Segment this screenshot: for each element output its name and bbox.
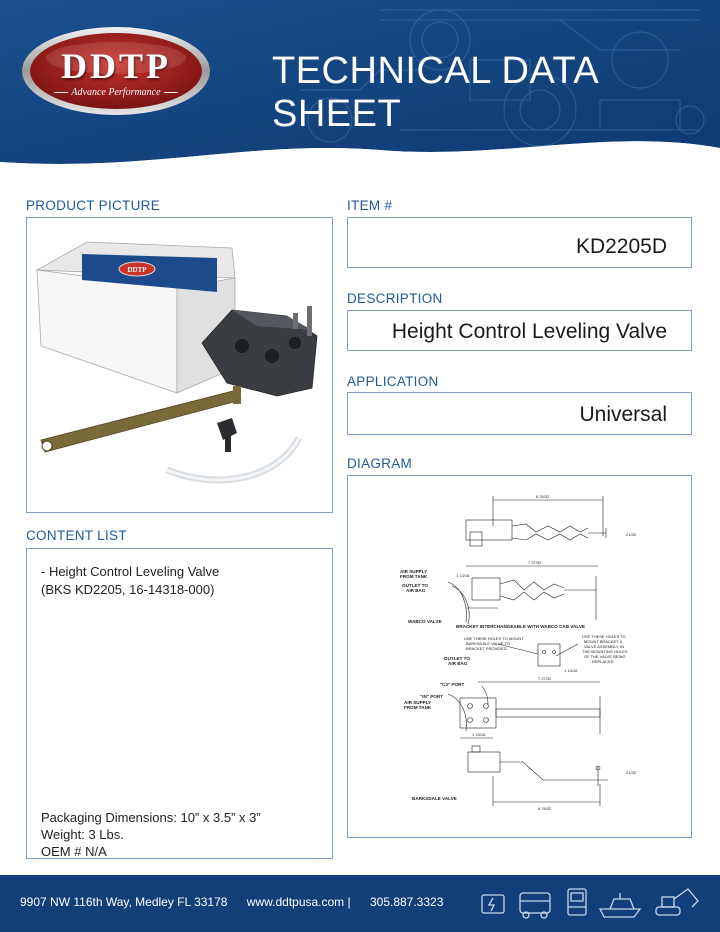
c2-port-label: "C2" PORT [440, 682, 465, 687]
item-number-box [347, 217, 692, 268]
footer-contact [20, 895, 459, 909]
footer [0, 875, 720, 932]
footer-website[interactable]: www.ddtpusa.com | [246, 895, 351, 909]
excavator-icon [656, 889, 698, 915]
holes-right-3: VALVE ASSEMBLY, IN [584, 644, 625, 649]
generator-icon [482, 895, 504, 913]
application-box [347, 392, 692, 435]
product-picture-box [26, 217, 333, 513]
dim-1-13-16-c: 1 13/16 [472, 732, 486, 737]
footer-icons [478, 883, 708, 925]
dim-right-top: 21/32 [626, 532, 637, 537]
weight: Weight: 3 Lbs. [41, 827, 124, 842]
header-banner [0, 0, 720, 185]
content-list-label: CONTENT LIST [26, 528, 127, 543]
dim-mid: 7 27/32 [528, 560, 542, 565]
outlet-to-label: OUTLET TO [402, 583, 428, 588]
holes-right-4: THE MOUNTING HOLES [582, 649, 628, 654]
holes-right-2: MOUNT BRACKET & [584, 639, 623, 644]
diagram-label: DIAGRAM [347, 456, 413, 471]
holes-right-6: REPLACED [592, 659, 614, 664]
boat-icon [600, 893, 640, 917]
bus-icon [520, 893, 550, 918]
footer-phone: 305.887.3323 [369, 895, 444, 909]
dim-right-bot: 21/32 [626, 770, 637, 775]
packaging-dimensions: Packaging Dimensions: 10” x 3.5” x 3” [41, 810, 261, 825]
holes-right-5: OF THE VALVE BEING [584, 654, 626, 659]
product-picture-label: PRODUCT PICTURE [26, 198, 161, 213]
ddtp-logo [22, 27, 210, 115]
in-port-label: "IN" PORT [420, 694, 443, 699]
air-bag-label-2: AIR BAG [448, 661, 468, 666]
holes-note-1: USE THESE HOLES TO MOUNT [464, 636, 524, 641]
content-list-box [26, 548, 333, 859]
from-tank-label-2: FROM TANK [404, 705, 432, 710]
item-number-value: KD2205D [575, 235, 667, 258]
content-item: - Height Control Leveling Valve [41, 564, 220, 579]
logo-text: DDTP [61, 46, 171, 86]
air-supply-label-2: AIR SUPPLY [404, 700, 432, 705]
application-label: APPLICATION [347, 374, 439, 389]
dim-top: 6 29/32 [536, 494, 550, 499]
page-title: TECHNICAL DATA SHEET [272, 50, 598, 135]
description-label: DESCRIPTION [347, 291, 443, 306]
footer-address: 9907 NW 116th Way, Medley FL 33178 [20, 895, 228, 909]
description-value: Height Control Leveling Valve [391, 320, 667, 343]
content-item-detail: (BKS KD2205, 16-14318-000) [41, 582, 215, 597]
description-box [347, 310, 692, 351]
holes-note-3: BRACKET PROVIDED. [466, 646, 508, 651]
dim-mid-2: 7 27/32 [538, 676, 552, 681]
outlet-to-label-2: OUTLET TO [444, 656, 470, 661]
technical-drawing [348, 476, 691, 837]
holes-right-1: USE THESE HOLES TO [582, 634, 626, 639]
holes-note-2: BARKSDALE VALVE TO [466, 641, 510, 646]
air-bag-label: AIR BAG [406, 588, 426, 593]
bracket-note: BRACKET INTERCHANGEABLE WITH WABCO CAB VALVE [456, 624, 585, 629]
barksdale-valve-label: BARKSDALE VALVE [412, 796, 457, 801]
from-tank-label: FROM TANK [400, 574, 428, 579]
oem-number: OEM # N/A [41, 844, 107, 859]
dim-bot: 6 29/32 [538, 806, 552, 811]
wabco-valve-label: WABCO VALVE [408, 619, 442, 624]
item-number-label: ITEM # [347, 198, 393, 213]
diagram-box [347, 475, 692, 838]
product-photo [27, 218, 332, 512]
logo-tagline: Advance Performance [22, 87, 210, 98]
dim-1-13-16: 1 13/16 [456, 573, 470, 578]
air-supply-label: AIR SUPPLY [400, 569, 428, 574]
box-logo: DDTP [127, 266, 147, 274]
dim-1-13-16-b: 1 13/16 [564, 668, 578, 673]
application-value: Universal [579, 403, 667, 426]
truck-icon [568, 889, 586, 915]
